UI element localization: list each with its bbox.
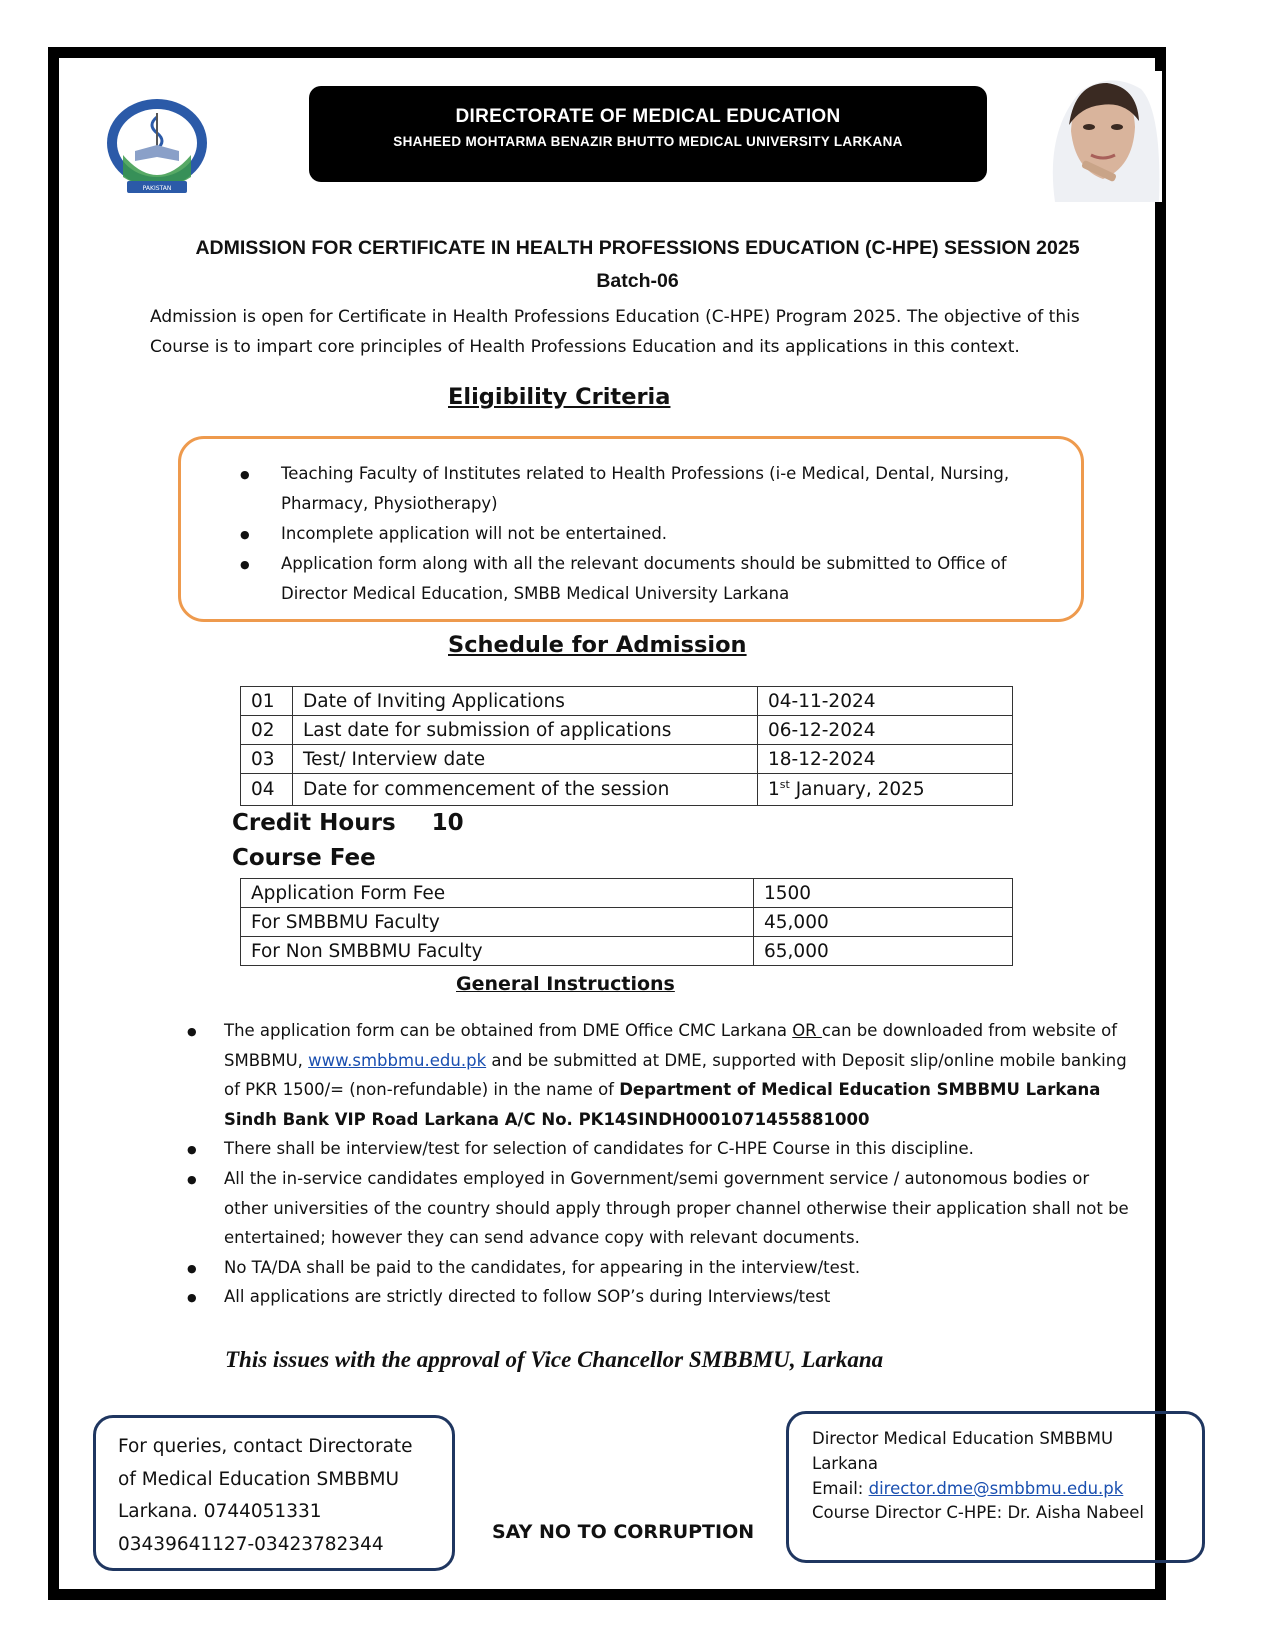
table-row (241, 908, 1013, 937)
email-line (812, 1477, 1202, 1502)
table-row (241, 937, 1013, 966)
queries-line: 03439641127-03423782344 (118, 1533, 384, 1555)
date-suffix: st (779, 778, 790, 792)
list-item: ● No TA/DA shall be paid to the candidates, for appearing in the interview/test. (187, 1253, 1137, 1283)
row-date: 18-12-2024 (758, 745, 1013, 774)
website-link[interactable]: www.smbbmu.edu.pk (308, 1050, 487, 1070)
row-date (758, 774, 1013, 806)
directorate-title: DIRECTORATE OF MEDICAL EDUCATION (455, 106, 841, 127)
eligibility-heading: Eligibility Criteria (448, 384, 671, 410)
instructions-list (187, 1016, 1137, 1312)
row-label: Date for commencement of the session (293, 774, 758, 806)
table-row (241, 716, 1013, 745)
queries-line: For queries, contact Directorate (118, 1436, 413, 1457)
list-item: ● All the in-service candidates employed in Government/semi government service / autonomous bodies or other universities of the country should apply through proper channel otherwise their application shall not be entertained; however they can send advance copy with relevant documents. (187, 1164, 1137, 1253)
queries-line: Larkana. 0744051331 (118, 1501, 322, 1522)
bank-account-details: Department of Medical Education SMBBMU Larkana Sindh Bank VIP Road Larkana A/C No. PK14SINDH0001071455881000 (224, 1080, 1101, 1129)
credit-hours-label: Credit Hours (232, 810, 396, 836)
email-link[interactable]: director.dme@smbbmu.edu.pk (868, 1478, 1124, 1498)
queries-text (118, 1431, 448, 1561)
credit-hours (232, 810, 464, 836)
table-row (241, 879, 1013, 908)
queries-line: of Medical Education SMBBMU (118, 1468, 400, 1490)
row-number: 02 (241, 716, 293, 745)
email-label: Email: (812, 1478, 869, 1498)
director-contact-text (812, 1427, 1202, 1526)
row-date: 04-11-2024 (758, 687, 1013, 716)
svg-text:PAKISTAN: PAKISTAN (142, 185, 172, 192)
list-item: ● All applications are strictly directed to follow SOP’s during Interviews/test (187, 1282, 1137, 1312)
instruction-text: can be downloaded from website of SMBBMU, (224, 1021, 1118, 1070)
fee-label: Application Form Fee (241, 879, 754, 908)
fee-amount: 45,000 (754, 908, 1013, 937)
header-banner (309, 86, 987, 182)
fee-label: For Non SMBBMU Faculty (241, 937, 754, 966)
list-item: ● Teaching Faculty of Institutes related to Health Professions (i-e Medical, Dental, Nursing, Pharmacy, Physiotherapy) (240, 459, 1040, 519)
batch-label: Batch-06 (596, 270, 679, 292)
row-label: Test/ Interview date (293, 745, 758, 774)
list-item: ● Incomplete application will not be entertained. (240, 519, 1040, 549)
anti-corruption-slogan: SAY NO TO CORRUPTION (492, 1521, 755, 1543)
director-line: Director Medical Education SMBBMU (812, 1429, 1114, 1448)
instruction-text: and be submitted at DME, supported with Deposit slip/online mobile banking of PKR 1500/= (non-refundable) in the name of (224, 1050, 1127, 1100)
date-day: 1 (768, 779, 780, 801)
or-text: OR (792, 1021, 822, 1040)
course-fee-heading: Course Fee (232, 845, 376, 871)
row-label: Date of Inviting Applications (293, 687, 758, 716)
table-row (241, 745, 1013, 774)
course-director: Course Director C-HPE: Dr. Aisha Nabeel (812, 1503, 1144, 1523)
fee-label: For SMBBMU Faculty (241, 908, 754, 937)
row-label: Last date for submission of applications (293, 716, 758, 745)
portrait-photo (1041, 71, 1162, 202)
director-line: Larkana (812, 1453, 879, 1473)
university-logo (101, 95, 213, 197)
list-item (187, 1016, 1137, 1134)
list-item: ● There shall be interview/test for selection of candidates for C-HPE Course in this discipline. (187, 1134, 1137, 1164)
schedule-heading: Schedule for Admission (448, 632, 747, 658)
date-rest: January, 2025 (789, 779, 925, 801)
approval-note: This issues with the approval of Vice Chancellor SMBBMU, Larkana (225, 1347, 884, 1372)
credit-hours-value: 10 (431, 810, 464, 836)
table-row (241, 687, 1013, 716)
row-date: 06-12-2024 (758, 716, 1013, 745)
fee-amount: 1500 (754, 879, 1013, 908)
schedule-table (240, 686, 1013, 806)
table-row (241, 774, 1013, 806)
eligibility-list (240, 459, 1040, 609)
fee-table (240, 878, 1013, 966)
list-item: ● Application form along with all the relevant documents should be submitted to Office of Director Medical Education, SMBB Medical University Larkana (240, 549, 1040, 609)
instruction-text: The application form can be obtained from DME Office CMC Larkana (224, 1021, 793, 1040)
row-number: 01 (241, 687, 293, 716)
admission-title: ADMISSION FOR CERTIFICATE IN HEALTH PROFESSIONS EDUCATION (C-HPE) SESSION 2025 (195, 237, 1080, 259)
row-number: 03 (241, 745, 293, 774)
fee-amount: 65,000 (754, 937, 1013, 966)
instructions-heading: General Instructions (456, 973, 675, 995)
intro-paragraph: Admission is open for Certificate in Health Professions Education (C-HPE) Program 2025. The objective of this Course is to impart core principles of Health Professions Education and its applications in this context. (150, 307, 1080, 357)
university-name: SHAHEED MOHTARMA BENAZIR BHUTTO MEDICAL UNIVERSITY LARKANA (393, 134, 903, 149)
row-number: 04 (241, 774, 293, 806)
